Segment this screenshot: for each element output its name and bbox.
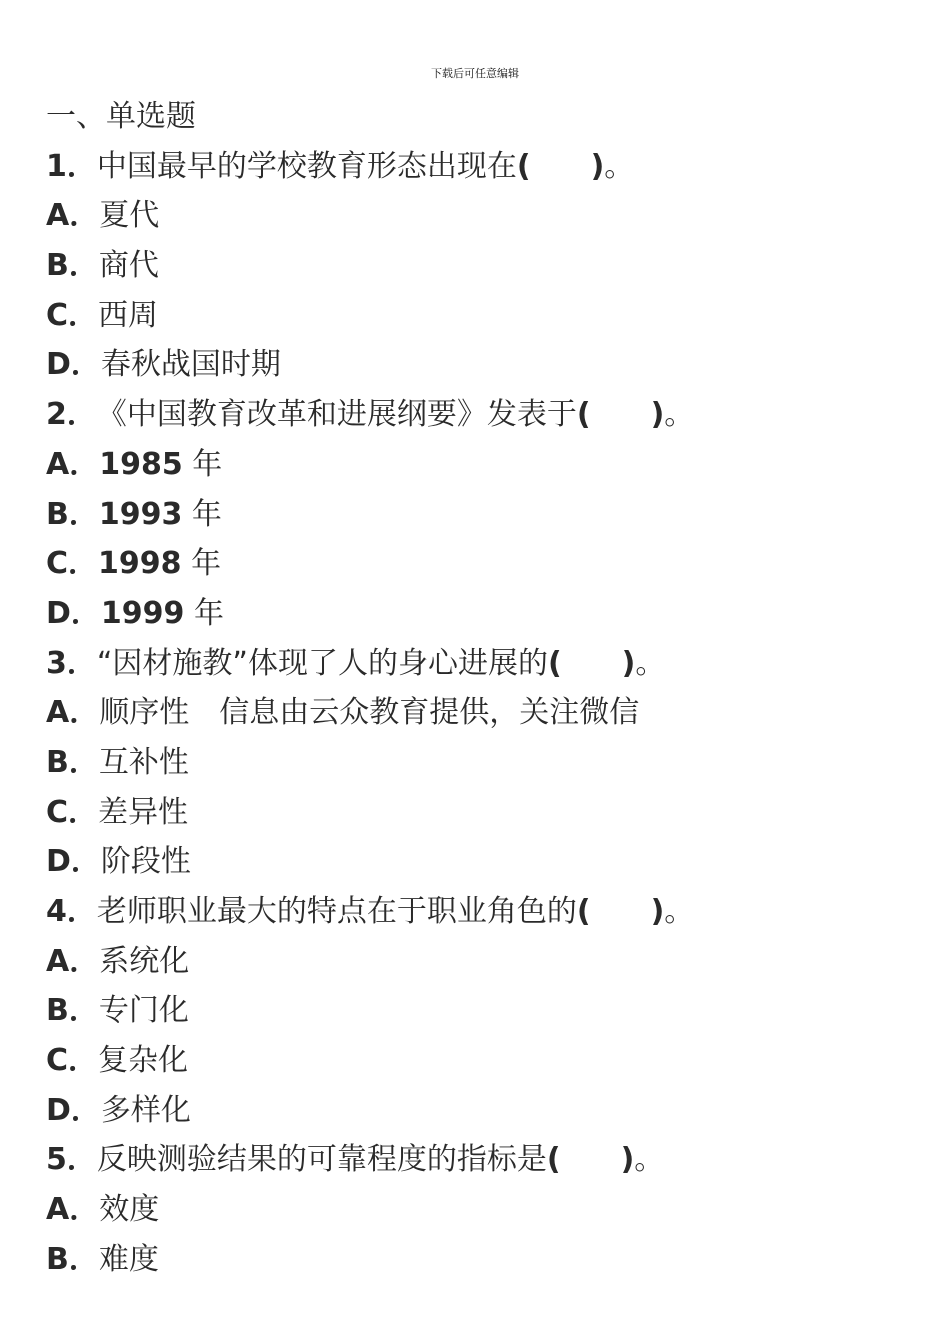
question-end: 。 [634, 1142, 665, 1178]
option-label: D． [46, 844, 101, 880]
question-end: 。 [664, 894, 695, 929]
option-d [46, 340, 926, 390]
question-4 [46, 887, 926, 937]
question-stem: “因材施教”体现了人的身心进展的 [96, 645, 548, 681]
question-number: 1． [46, 148, 97, 184]
option-b [46, 1235, 926, 1285]
option-b [46, 738, 926, 788]
section-title: 一、单选题 [46, 99, 196, 134]
option-label: B． [46, 993, 99, 1029]
question-1 [46, 142, 926, 192]
option-b [46, 241, 926, 291]
question-end: 。 [664, 397, 695, 433]
option-label: A． [46, 198, 100, 234]
answer-blank: ( ) [546, 1142, 635, 1178]
option-label: B． [46, 744, 99, 780]
answer-blank: ( ) [576, 894, 665, 929]
option-label: D． [46, 347, 101, 383]
question-end: 。 [635, 645, 666, 681]
option-text: 系统化 [99, 943, 190, 979]
option-label: D． [46, 1092, 101, 1128]
option-a [46, 688, 926, 738]
option-text: 差异性 [98, 794, 189, 830]
option-label: A． [46, 943, 100, 979]
option-year: 1999 [100, 595, 185, 631]
option-label: D． [46, 595, 101, 631]
option-label: B． [46, 496, 99, 532]
option-b [46, 986, 926, 1036]
document-body [46, 92, 926, 1285]
option-text: 阶段性 [100, 844, 191, 880]
question-3 [46, 639, 926, 689]
option-text: 西周 [98, 297, 159, 333]
question-stem: 反映测验结果的可靠程度的指标是 [96, 1142, 547, 1178]
answer-blank: ( ) [516, 148, 605, 184]
option-text: 年 [193, 595, 224, 631]
question-number: 4． [46, 894, 97, 929]
option-d [46, 1086, 926, 1136]
option-text: 效度 [99, 1192, 160, 1228]
option-text: 年 [191, 546, 222, 582]
option-text: 顺序性 信息由云众教育提供，关注微信 [99, 695, 640, 731]
question-stem: 中国最早的学校教育形态出现在 [96, 148, 517, 184]
option-text: 夏代 [99, 198, 160, 234]
option-label: B． [46, 248, 99, 284]
option-text: 年 [192, 446, 223, 482]
question-number: 3． [46, 645, 97, 681]
question-stem: 《中国教育改革和进展纲要》发表于 [96, 397, 577, 433]
option-label: A． [46, 1192, 100, 1228]
option-text: 复杂化 [98, 1043, 189, 1079]
question-end: 。 [604, 148, 635, 184]
question-2 [46, 390, 926, 440]
option-label: C． [46, 794, 99, 830]
option-text: 专门化 [98, 993, 189, 1029]
option-text: 春秋战国时期 [100, 347, 281, 383]
option-a [46, 191, 926, 241]
option-c [46, 539, 926, 589]
option-label: C． [46, 297, 99, 333]
answer-blank: ( ) [576, 397, 665, 433]
page-header-note: 下载后可任意编辑 [431, 67, 519, 80]
option-d [46, 589, 926, 639]
question-number: 2． [46, 397, 97, 433]
question-stem: 老师职业最大的特点在于职业角色的 [96, 894, 577, 929]
option-a [46, 1185, 926, 1235]
option-c [46, 1036, 926, 1086]
option-label: A． [46, 446, 100, 482]
option-a [46, 440, 926, 490]
option-label: A． [46, 695, 100, 731]
option-label: C． [46, 546, 99, 582]
option-a [46, 937, 926, 987]
option-text: 难度 [98, 1241, 159, 1277]
option-text: 年 [191, 496, 222, 532]
option-year: 1993 [98, 496, 183, 532]
option-text: 商代 [98, 248, 159, 284]
question-number: 5． [46, 1142, 97, 1178]
option-text: 互补性 [98, 744, 189, 780]
answer-blank: ( ) [547, 645, 636, 681]
option-d [46, 837, 926, 887]
option-text: 多样化 [100, 1092, 191, 1128]
option-label: C． [46, 1043, 99, 1079]
option-label: B． [46, 1241, 99, 1277]
option-c [46, 291, 926, 341]
option-year: 1998 [98, 546, 182, 582]
option-c [46, 788, 926, 838]
option-b [46, 490, 926, 540]
option-year: 1985 [99, 446, 183, 482]
question-5 [46, 1135, 926, 1185]
